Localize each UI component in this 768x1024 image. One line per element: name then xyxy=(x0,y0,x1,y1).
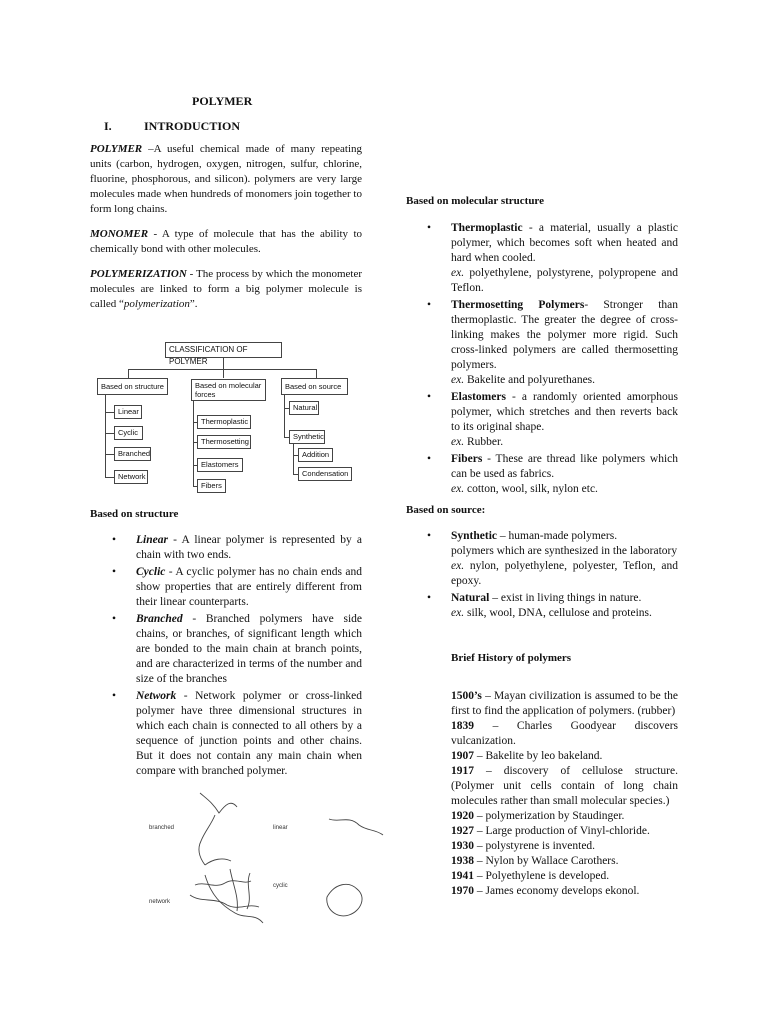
monomer-text: A type of molecule that has the ability to chemically bond with other molecules. xyxy=(90,228,362,255)
list-item: • Cyclic - A cyclic polymer has no chain ends and show properties that are entirely different from their linear counterparts. xyxy=(112,566,362,608)
history-entry: 1930 – polystyrene is invented. xyxy=(451,840,596,852)
page-title: POLYMER xyxy=(192,94,253,108)
history-entry: 1500’s – Mayan civilization is assumed to be the first to find the application of polymers. (rubber) xyxy=(451,690,678,717)
diagram-network: Network xyxy=(114,470,148,484)
history-heading: Brief History of polymers xyxy=(451,652,572,664)
list-item: • Network - Network polymer or cross-linked polymer have three dimensional structures in which each chain is connected to all others by a sequence of junction points and other chains. But it does not contain any main chain when compare with branched polymer. xyxy=(112,690,362,777)
history-entry: 1920 – polymerization by Staudinger. xyxy=(451,810,625,822)
diagram-thermosetting: Thermosetting xyxy=(197,435,251,449)
sketch-label-linear: linear xyxy=(273,825,288,831)
polymer-text: A useful chemical made of many repeating units (carbon, hydrogen, oxygen, nitrogen, sulfur, chlorine, fluorine, phosphorous, and silicon). polymers are very large molecules made when hundreds of monomers join together to form long chains. xyxy=(90,143,363,215)
polymer-definition: POLYMER –A useful chemical made of many repeating units (carbon, hydrogen, oxygen, nitrogen, sulfur, chlorine, fluorine, phosphorous, and silicon). polymers are very large molecules made when hundreds of monomers join together to form long chains. xyxy=(90,143,363,215)
polymerization-definition: POLYMERIZATION - The process by which the monometer molecules are linked to form a big polymer molecule is called “polymerization”. xyxy=(90,268,363,310)
sketch-label-cyclic: cyclic xyxy=(273,883,288,889)
list-item: • Natural – exist in living things in nature. ex. silk, wool, DNA, cellulose and proteins. xyxy=(427,592,652,619)
diagram-natural: Natural xyxy=(289,401,319,415)
monomer-definition: MONOMER - A type of molecule that has the ability to chemically bond with other molecules. xyxy=(90,228,362,255)
sketch-label-network: network xyxy=(149,899,171,905)
list-item: • Thermosetting Polymers- Stronger than thermoplastic. The greater the degree of cross-linking makes the polymer more rigid. Such cross-linked polymers are called thermosetting polymers. ex. Bakelite and polyurethanes. xyxy=(427,299,679,386)
structure-heading: Based on structure xyxy=(90,508,179,520)
history-entry: 1970 – James economy develops ekonol. xyxy=(451,885,640,897)
diagram-root: CLASSIFICATION OF POLYMER xyxy=(165,342,282,358)
polymer-sketch-image xyxy=(135,785,385,930)
diagram-condensation: Condensation xyxy=(298,467,352,481)
source-list xyxy=(427,529,678,623)
structure-list xyxy=(112,533,362,781)
diagram-synthetic: Synthetic xyxy=(289,430,325,444)
monomer-term: MONOMER xyxy=(90,228,149,240)
diagram-structure: Based on structure xyxy=(97,378,168,395)
diagram-elastomers: Elastomers xyxy=(197,458,243,472)
history-list xyxy=(451,689,678,899)
list-item: • Fibers - These are thread like polymers which can be used as fabrics. ex. cotton, wool, silk, nylon etc. xyxy=(427,453,678,495)
history-entry: 1839 – Charles Goodyear discovers vulcanization. xyxy=(451,720,678,747)
polymerization-text: The process by which the monometer molecules are linked to form a big polymer molecule is called “ xyxy=(90,268,363,310)
diagram-addition: Addition xyxy=(298,448,333,462)
source-heading: Based on source: xyxy=(406,504,486,516)
diagram-fibers: Fibers xyxy=(197,479,226,493)
list-item: • Thermoplastic - a material, usually a plastic polymer, which becomes soft when heated and hard when cooled. ex. polyethylene, polystyrene, polypropene and Teflon. xyxy=(427,222,678,294)
history-entry: 1917 – discovery of cellulose structure. (Polymer unit cells contain of long chain molecules rather than small molecular species.) xyxy=(451,765,678,807)
diagram-source: Based on source xyxy=(281,378,348,395)
diagram-thermoplastic: Thermoplastic xyxy=(197,415,251,429)
section-heading: INTRODUCTION xyxy=(144,119,241,133)
section-number: I. xyxy=(104,119,112,133)
polymerization-term: POLYMERIZATION xyxy=(90,268,187,280)
polymer-term: POLYMER xyxy=(90,143,143,155)
intro-block xyxy=(90,142,362,312)
list-item: • Branched - Branched polymers have side chains, or branches, of significant length which are bonded to the main chain at branch points, and are characterized in terms of the number and size of the branches xyxy=(112,613,362,685)
history-entry: 1938 – Nylon by Wallace Carothers. xyxy=(451,855,619,867)
list-item: • Linear - A linear polymer is represented by a chain with two ends. xyxy=(112,534,362,561)
list-item: • Synthetic – human-made polymers. polymers which are synthesized in the laboratory ex. nylon, polyethylene, polyester, Teflon, and epoxy. xyxy=(427,530,678,587)
list-item: • Elastomers - a randomly oriented amorphous polymer, which stretches and then reverts back to its original shape. ex. Rubber. xyxy=(427,391,678,448)
history-entry: 1927 – Large production of Vinyl-chloride. xyxy=(451,825,650,837)
history-entry: 1941 – Polyethylene is developed. xyxy=(451,870,610,882)
diagram-branched: Branched xyxy=(114,447,151,461)
diagram-cyclic: Cyclic xyxy=(114,426,143,440)
molecular-list xyxy=(427,221,678,499)
molecular-heading: Based on molecular structure xyxy=(406,195,544,207)
sketch-label-branched: branched xyxy=(149,825,175,831)
diagram-linear: Linear xyxy=(114,405,142,419)
history-entry: 1907 – Bakelite by leo bakeland. xyxy=(451,750,603,762)
diagram-forces: Based on molecular forces xyxy=(191,379,266,401)
